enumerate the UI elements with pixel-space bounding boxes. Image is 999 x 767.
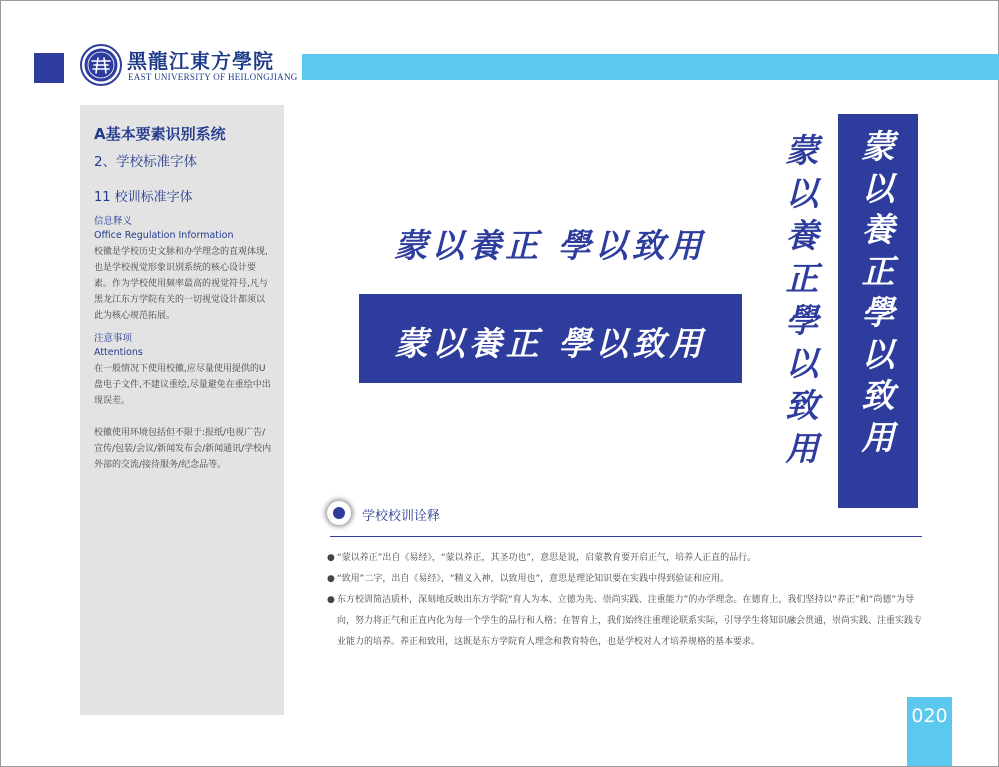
- university-name-en: EAST UNIVERSITY OF HEILONGJIANG: [128, 72, 298, 82]
- motto-char: 蒙: [861, 127, 895, 166]
- bullet-dot-icon: ●: [327, 595, 335, 605]
- motto-char: 學: [861, 293, 895, 332]
- sidebar-subtitle: 2、学校标准字体: [94, 154, 198, 170]
- university-emblem-icon: [80, 44, 122, 86]
- motto-char: 以: [861, 334, 895, 374]
- section-divider: [330, 536, 922, 537]
- motto-char: 學: [785, 301, 819, 340]
- info-label-cn: 信息释义: [94, 216, 133, 227]
- motto-horizontal-reversed-box: [359, 294, 742, 383]
- list-item: [327, 590, 922, 653]
- university-name-cn: 黑龍江東方學院: [127, 49, 274, 73]
- list-item-text: 东方校训简洁质朴，深刻地反映出东方学院“育人为本、立德为先、崇尚实践、注重能力”的办学理念。在德育上，我们坚持以“养正”和“尚德”为导向，努力将正气和正直内化为每一个学生的品行和人格；在智育上，我们始终注重理论联系实际，引导学生将知识融会贯通，崇尚实践、注重实践专业能力的培养。养正和致用，这既是东方学院育人理念和教育特色，也是学校对人才培养规格的基本要求。: [337, 595, 923, 647]
- motto-horizontal-blue: 蒙以養正 學以致用: [394, 226, 706, 265]
- section-bullet-icon: [327, 501, 351, 525]
- list-item: [327, 548, 922, 569]
- motto-char: 蒙: [785, 131, 819, 170]
- sidebar-panel: [80, 105, 284, 715]
- attention-usage-text: 校徽使用环境包括但不限于:报纸/电视广告/宣传/包装/会议/新闻发布会/新闻通讯/学校内外部的交流/接待服务/纪念品等。: [94, 428, 272, 470]
- motto-char: 用: [785, 428, 819, 468]
- list-item-text: “致用”二字，出自《易经》，“精义入神，以致用也”，意思是理论知识要在实践中得到验证和应用。: [337, 574, 730, 584]
- bullet-dot-icon: ●: [327, 574, 335, 584]
- motto-char: 養: [861, 210, 895, 249]
- sidebar-title: A基本要素识别系统: [94, 125, 226, 143]
- attention-body-text: 在一般情况下使用校徽,应尽量使用提供的U盘电子文件,不建议重绘,尽量避免在重绘中出现误差。: [94, 364, 271, 406]
- bullet-dot-icon: ●: [327, 553, 335, 563]
- motto-char: 以: [785, 343, 819, 383]
- motto-char: 以: [861, 168, 895, 208]
- motto-horizontal-white: 蒙以養正 學以致用: [394, 324, 707, 363]
- attention-label-en: Attentions: [94, 347, 143, 358]
- page-number-box: [907, 697, 952, 766]
- list-item: [327, 569, 922, 590]
- info-label-en: Office Regulation Information: [94, 230, 234, 241]
- motto-vertical-reversed-box: [838, 114, 918, 508]
- motto-char: 正: [785, 258, 819, 298]
- motto-char: 養: [785, 216, 819, 255]
- sidebar-section-heading: 11 校训标准字体: [94, 190, 193, 205]
- motto-vertical-white: [856, 126, 900, 458]
- list-item-text: “蒙以养正”出自《易经》，“蒙以养正，其圣功也”，意思是说，启蒙教育要开启正气，培养人正直的品行。: [337, 553, 757, 563]
- motto-char: 用: [861, 417, 895, 457]
- motto-char: 致: [785, 386, 819, 425]
- motto-char: 正: [861, 251, 895, 291]
- motto-vertical-blue: [780, 130, 824, 470]
- motto-char: 以: [785, 173, 819, 213]
- attention-label-cn: 注意事项: [94, 333, 133, 344]
- page-number: 020: [911, 705, 948, 727]
- info-body-text: 校徽是学校历史文脉和办学理念的直观体现,也是学校视觉形象识别系统的核心设计要素。作为学校使用频率最高的视觉符号,凡与黑龙江东方学院有关的一切视觉设计都须以此为核心规范拓展。: [94, 247, 268, 321]
- explanation-title: 学校校训诠释: [362, 509, 441, 524]
- motto-char: 致: [861, 376, 895, 415]
- header-blue-square: [34, 53, 64, 83]
- header-accent-bar: [302, 54, 999, 80]
